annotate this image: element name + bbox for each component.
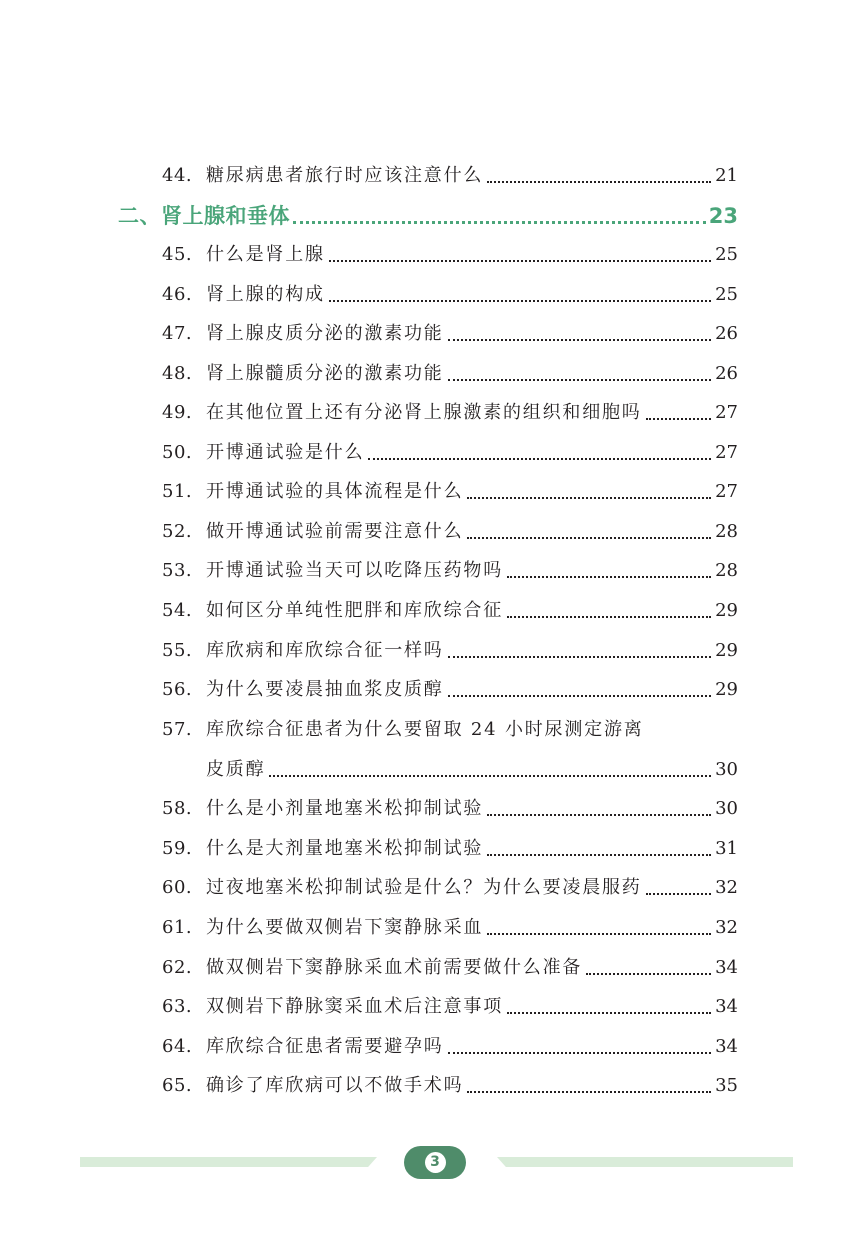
entry-page-number: 32 xyxy=(715,877,738,898)
entry-page-number: 28 xyxy=(715,560,738,581)
toc-entry-54[interactable] xyxy=(162,596,738,626)
entry-title: 在其他位置上还有分泌肾上腺激素的组织和细胞吗 xyxy=(206,402,642,423)
dot-leader xyxy=(507,576,711,578)
entry-title: 糖尿病患者旅行时应该注意什么 xyxy=(206,165,484,186)
dot-leader xyxy=(646,418,711,420)
section-page-number: 23 xyxy=(708,204,738,228)
entry-page-number: 28 xyxy=(715,521,738,542)
toc-entry-59[interactable] xyxy=(162,834,738,864)
toc-entry-65[interactable] xyxy=(162,1071,738,1101)
entry-page-number: 27 xyxy=(715,402,738,423)
entry-page-number: 27 xyxy=(715,481,738,502)
entry-page-number: 29 xyxy=(715,640,738,661)
entry-title: 开博通试验当天可以吃降压药物吗 xyxy=(206,560,503,581)
toc-entry-57[interactable] xyxy=(162,715,738,745)
entry-number: 49. xyxy=(162,402,193,423)
toc-entry-58[interactable] xyxy=(162,794,738,824)
entry-number: 55. xyxy=(162,640,193,661)
entry-title: 库欣病和库欣综合征一样吗 xyxy=(206,640,444,661)
toc-entry-57-continuation[interactable] xyxy=(206,755,738,785)
dot-leader xyxy=(448,379,711,381)
entry-number: 63. xyxy=(162,996,193,1017)
entry-title: 确诊了库欣病可以不做手术吗 xyxy=(206,1075,464,1096)
toc-entry-64[interactable] xyxy=(162,1032,738,1062)
entry-number: 53. xyxy=(162,560,193,581)
section-title: 二、肾上腺和垂体 xyxy=(118,204,290,228)
entry-number: 56. xyxy=(162,679,193,700)
dot-leader xyxy=(467,497,711,499)
dot-leader xyxy=(507,616,711,618)
entry-page-number: 26 xyxy=(715,363,738,384)
entry-page-number: 35 xyxy=(715,1075,738,1096)
entry-number: 54. xyxy=(162,600,193,621)
dot-leader xyxy=(329,300,711,302)
toc-entry-49[interactable] xyxy=(162,398,738,428)
entry-title: 肾上腺皮质分泌的激素功能 xyxy=(206,323,444,344)
entry-number: 62. xyxy=(162,957,193,978)
entry-page-number: 29 xyxy=(715,600,738,621)
entry-number: 57. xyxy=(162,719,193,740)
dot-leader xyxy=(487,854,711,856)
entry-page-number: 30 xyxy=(715,759,738,780)
entry-title: 为什么要做双侧岩下窦静脉采血 xyxy=(206,917,484,938)
entry-page-number: 34 xyxy=(715,957,738,978)
toc-entry-55[interactable] xyxy=(162,636,738,666)
entry-title: 什么是小剂量地塞米松抑制试验 xyxy=(206,798,484,819)
entry-page-number: 34 xyxy=(715,1036,738,1057)
dot-leader xyxy=(448,695,711,697)
dot-leader xyxy=(646,893,711,895)
page-number: 3 xyxy=(425,1152,446,1173)
dot-leader xyxy=(269,775,711,777)
entry-number: 65. xyxy=(162,1075,193,1096)
entry-number: 48. xyxy=(162,363,193,384)
entry-title: 肾上腺髓质分泌的激素功能 xyxy=(206,363,444,384)
toc-entry-60[interactable] xyxy=(162,873,738,903)
toc-entry-45[interactable] xyxy=(162,240,738,270)
dot-leader xyxy=(448,656,711,658)
entry-title: 什么是大剂量地塞米松抑制试验 xyxy=(206,838,484,859)
footer-decoration-left xyxy=(80,1157,377,1167)
toc-entry-53[interactable] xyxy=(162,556,738,586)
entry-title: 双侧岩下静脉窦采血术后注意事项 xyxy=(206,996,503,1017)
toc-entry-56[interactable] xyxy=(162,675,738,705)
dot-leader xyxy=(487,814,711,816)
entry-title: 库欣综合征患者需要避孕吗 xyxy=(206,1036,444,1057)
entry-title: 为什么要凌晨抽血浆皮质醇 xyxy=(206,679,444,700)
entry-page-number: 29 xyxy=(715,679,738,700)
entry-title: 开博通试验的具体流程是什么 xyxy=(206,481,464,502)
toc-entry-63[interactable] xyxy=(162,992,738,1022)
dot-leader xyxy=(586,973,711,975)
entry-page-number: 26 xyxy=(715,323,738,344)
entry-title: 做双侧岩下窦静脉采血术前需要做什么准备 xyxy=(206,957,583,978)
entry-number: 50. xyxy=(162,442,193,463)
entry-page-number: 21 xyxy=(715,165,738,186)
toc-entry-48[interactable] xyxy=(162,359,738,389)
entry-title: 做开博通试验前需要注意什么 xyxy=(206,521,464,542)
entry-page-number: 32 xyxy=(715,917,738,938)
entry-number: 61. xyxy=(162,917,193,938)
entry-title: 肾上腺的构成 xyxy=(206,284,325,305)
entry-page-number: 34 xyxy=(715,996,738,1017)
dot-leader xyxy=(467,537,711,539)
entry-title: 库欣综合征患者为什么要留取 24 小时尿测定游离 xyxy=(206,719,644,740)
dot-leader xyxy=(507,1012,711,1014)
entry-number: 64. xyxy=(162,1036,193,1057)
entry-number: 52. xyxy=(162,521,193,542)
dot-leader xyxy=(448,339,711,341)
entry-number: 44. xyxy=(162,165,193,186)
entry-number: 45. xyxy=(162,244,193,265)
entry-page-number: 25 xyxy=(715,284,738,305)
entry-title-continuation: 皮质醇 xyxy=(206,759,266,780)
dot-leader xyxy=(368,458,711,460)
entry-number: 46. xyxy=(162,284,193,305)
entry-title: 开博通试验是什么 xyxy=(206,442,365,463)
entry-page-number: 27 xyxy=(715,442,738,463)
entry-number: 58. xyxy=(162,798,193,819)
toc-entry-52[interactable] xyxy=(162,517,738,547)
dot-leader xyxy=(487,933,711,935)
entry-number: 59. xyxy=(162,838,193,859)
entry-title: 什么是肾上腺 xyxy=(206,244,325,265)
toc-entry-51[interactable] xyxy=(162,477,738,507)
footer-decoration-right xyxy=(497,1157,793,1167)
toc-entry-46[interactable] xyxy=(162,280,738,310)
toc-entry-50[interactable] xyxy=(162,438,738,468)
entry-number: 51. xyxy=(162,481,193,502)
dot-leader xyxy=(467,1091,711,1093)
entry-title: 过夜地塞米松抑制试验是什么？为什么要凌晨服药 xyxy=(206,877,642,898)
entry-number: 60. xyxy=(162,877,193,898)
entry-number: 47. xyxy=(162,323,193,344)
toc-entry-61[interactable] xyxy=(162,913,738,943)
entry-title: 如何区分单纯性肥胖和库欣综合征 xyxy=(206,600,503,621)
entry-page-number: 30 xyxy=(715,798,738,819)
dot-leader xyxy=(293,221,706,224)
dot-leader xyxy=(329,260,711,262)
dot-leader xyxy=(487,181,711,183)
toc-section-heading[interactable] xyxy=(118,200,738,232)
entry-page-number: 25 xyxy=(715,244,738,265)
toc-entry-62[interactable] xyxy=(162,953,738,983)
page-number-badge xyxy=(404,1146,466,1179)
dot-leader xyxy=(448,1052,711,1054)
toc-entry-47[interactable] xyxy=(162,319,738,349)
entry-page-number: 31 xyxy=(715,838,738,859)
toc-entry-44[interactable] xyxy=(162,161,738,191)
